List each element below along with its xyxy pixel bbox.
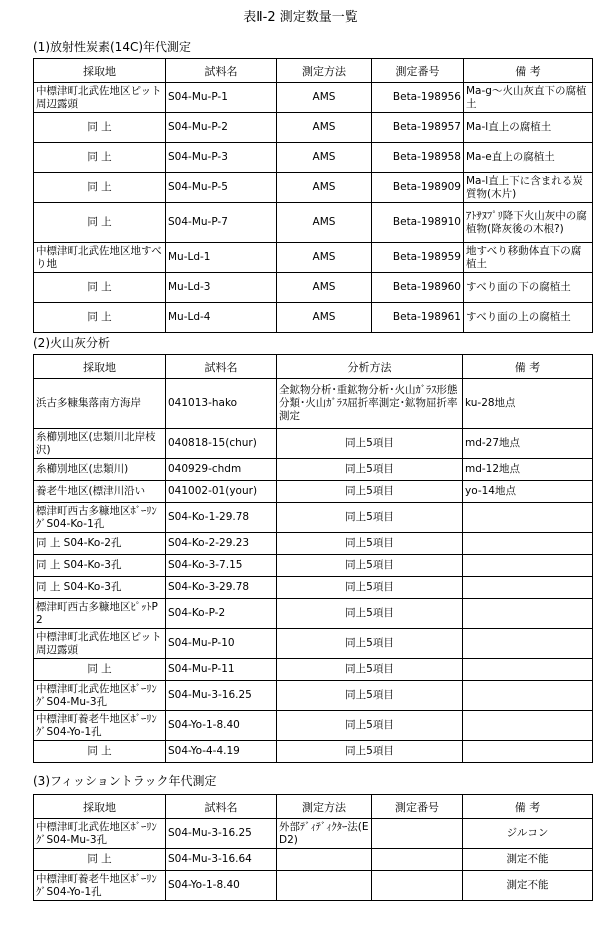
cell-sample: 040929-chdm [166,459,277,481]
cell-method: 同上5項目 [277,629,463,659]
table-row [34,481,593,503]
table-row [34,849,593,871]
cell-remarks [463,711,593,741]
cell-number: Beta-198958 [372,143,464,173]
table-row [34,711,593,741]
cell-sample: S04-Mu-P-3 [166,143,277,173]
cell-method: 同上5項目 [277,533,463,555]
cell-sample: S04-Yo-4-4.19 [166,741,277,763]
cell-sample: S04-Ko-P-2 [166,599,277,629]
cell-number: Beta-198959 [372,243,464,273]
cell-method: AMS [277,273,372,303]
table-row [34,459,593,481]
cell-sample: S04-Ko-2-29.23 [166,533,277,555]
cell-sample: S04-Mu-P-2 [166,113,277,143]
cell-sample: S04-Mu-P-1 [166,83,277,113]
tephra-table [33,354,593,763]
cell-method: 同上5項目 [277,659,463,681]
table-row [34,429,593,459]
table-row [34,533,593,555]
cell-number [372,819,463,849]
cell-location: 中標津町北武佐地区ﾎﾞｰﾘﾝｸﾞS04-Mu-3孔 [34,681,166,711]
table-row [34,173,593,203]
cell-location: 同 上 S04-Ko-3孔 [34,577,166,599]
header-number: 測定番号 [372,795,463,819]
cell-location: 同 上 [34,659,166,681]
cell-method: AMS [277,113,372,143]
cell-sample: Mu-Ld-1 [166,243,277,273]
table-row [34,503,593,533]
table-header-row [34,795,593,819]
table-row [34,599,593,629]
cell-location: 中標津町北武佐地区ピット周辺露頭 [34,629,166,659]
cell-remarks: 測定不能 [463,871,593,901]
cell-method: 外部ﾃﾞｨﾃﾞｨｸﾀｰ法(ED2) [277,819,372,849]
cell-method: 同上5項目 [277,599,463,629]
cell-sample: S04-Ko-3-29.78 [166,577,277,599]
cell-remarks: ジルコン [463,819,593,849]
cell-sample: S04-Mu-P-5 [166,173,277,203]
cell-sample: S04-Mu-P-10 [166,629,277,659]
cell-remarks [463,555,593,577]
cell-remarks: ｱﾄｻﾇﾌﾟﾘ降下火山灰中の腐植物(降灰後の木根?) [464,203,593,243]
cell-number: Beta-198961 [372,303,464,333]
cell-sample: 040818-15(chur) [166,429,277,459]
fission-track-table [33,794,593,901]
header-location: 採取地 [34,355,166,379]
cell-location: 中標津町養老牛地区ﾎﾞｰﾘﾝｸﾞS04-Yo-1孔 [34,711,166,741]
table-row [34,379,593,429]
header-sample: 試料名 [166,355,277,379]
cell-remarks: Ma-e直上の腐植土 [464,143,593,173]
cell-sample: S04-Yo-1-8.40 [166,711,277,741]
cell-location: 同 上 [34,849,166,871]
cell-method: 同上5項目 [277,459,463,481]
table-row [34,203,593,243]
cell-remarks [463,659,593,681]
cell-method: 同上5項目 [277,555,463,577]
section2-heading: (2)火山灰分析 [33,336,110,350]
header-location: 採取地 [34,59,166,83]
cell-remarks [463,741,593,763]
cell-remarks [463,533,593,555]
cell-sample: S04-Mu-3-16.64 [166,849,277,871]
table-row [34,819,593,849]
header-method: 分析方法 [277,355,463,379]
cell-remarks: Ma-g～火山灰直下の腐植土 [464,83,593,113]
section1-heading: (1)放射性炭素(14C)年代測定 [33,40,192,54]
cell-location: 中標津町養老牛地区ﾎﾞｰﾘﾝｸﾞS04-Yo-1孔 [34,871,166,901]
cell-remarks [463,681,593,711]
cell-location: 同 上 [34,203,166,243]
header-location: 採取地 [34,795,166,819]
cell-location: 糸櫛別地区(忠類川北岸枝沢) [34,429,166,459]
cell-sample: Mu-Ld-4 [166,303,277,333]
cell-method: 同上5項目 [277,577,463,599]
cell-remarks: yo-14地点 [463,481,593,503]
header-method: 測定方法 [277,59,372,83]
table-row [34,871,593,901]
cell-number: Beta-198957 [372,113,464,143]
cell-method: 同上5項目 [277,503,463,533]
header-number: 測定番号 [372,59,464,83]
document-title: 表Ⅱ-2 測定数量一覧 [243,10,358,25]
cell-method: 同上5項目 [277,681,463,711]
cell-location: 同 上 [34,741,166,763]
cell-number [372,871,463,901]
cell-location: 同 上 [34,303,166,333]
cell-method: AMS [277,203,372,243]
cell-location: 同 上 [34,143,166,173]
table-row [34,629,593,659]
table-header-row [34,355,593,379]
cell-remarks [463,577,593,599]
cell-sample: 041002-01(your) [166,481,277,503]
cell-location: 中標津町北武佐地区ピット周辺露頭 [34,83,166,113]
cell-remarks [463,503,593,533]
cell-method: 同上5項目 [277,741,463,763]
radiocarbon-table [33,58,593,333]
cell-number: Beta-198960 [372,273,464,303]
cell-number: Beta-198910 [372,203,464,243]
table-header-row [34,59,593,83]
cell-location: 同 上 [34,273,166,303]
cell-sample: S04-Mu-P-11 [166,659,277,681]
table-row [34,681,593,711]
cell-method: 同上5項目 [277,429,463,459]
table-row [34,741,593,763]
table-row [34,83,593,113]
cell-sample: S04-Mu-P-7 [166,203,277,243]
cell-method [277,871,372,901]
cell-location: 養老牛地区(標津川沿い [34,481,166,503]
cell-remarks: Ma-l直上の腐植土 [464,113,593,143]
section3-heading: (3)フィッショントラック年代測定 [33,774,217,788]
cell-remarks: すべり面の下の腐植土 [464,273,593,303]
cell-location: 同 上 S04-Ko-3孔 [34,555,166,577]
cell-number: Beta-198956 [372,83,464,113]
cell-remarks: すべり面の上の腐植土 [464,303,593,333]
cell-method: AMS [277,83,372,113]
cell-remarks: Ma-l直上下に含まれる炭質物(木片) [464,173,593,203]
cell-location: 浜古多糠集落南方海岸 [34,379,166,429]
header-sample: 試料名 [166,59,277,83]
cell-method: 同上5項目 [277,711,463,741]
cell-sample: S04-Mu-3-16.25 [166,681,277,711]
table-row [34,659,593,681]
cell-remarks [463,599,593,629]
cell-number [372,849,463,871]
header-remarks: 備 考 [463,795,593,819]
cell-location: 同 上 [34,113,166,143]
cell-sample: 041013-hako [166,379,277,429]
table-row [34,243,593,273]
table-row [34,113,593,143]
table-row [34,273,593,303]
cell-sample: Mu-Ld-3 [166,273,277,303]
cell-method [277,849,372,871]
cell-sample: S04-Ko-1-29.78 [166,503,277,533]
header-method: 測定方法 [277,795,372,819]
cell-method: AMS [277,303,372,333]
cell-location: 同 上 S04-Ko-2孔 [34,533,166,555]
cell-location: 同 上 [34,173,166,203]
cell-location: 標津町西古多糠地区ﾎﾞｰﾘﾝｸﾞS04-Ko-1孔 [34,503,166,533]
cell-method: 全鉱物分析･重鉱物分析･火山ｶﾞﾗｽ形態分類･火山ｶﾞﾗｽ屈折率測定･鉱物屈折率測定 [277,379,463,429]
cell-sample: S04-Ko-3-7.15 [166,555,277,577]
table-row [34,303,593,333]
cell-remarks: md-27地点 [463,429,593,459]
cell-method: AMS [277,143,372,173]
header-sample: 試料名 [166,795,277,819]
table-row [34,577,593,599]
cell-method: AMS [277,243,372,273]
cell-method: 同上5項目 [277,481,463,503]
cell-remarks: 測定不能 [463,849,593,871]
cell-location: 中標津町北武佐地区ﾎﾞｰﾘﾝｸﾞS04-Mu-3孔 [34,819,166,849]
cell-remarks: ku-28地点 [463,379,593,429]
header-remarks: 備 考 [463,355,593,379]
cell-remarks: 地すべり移動体直下の腐植土 [464,243,593,273]
cell-location: 標津町西古多糠地区ﾋﾟｯﾄP2 [34,599,166,629]
cell-number: Beta-198909 [372,173,464,203]
cell-location: 糸櫛別地区(忠類川) [34,459,166,481]
table-row [34,143,593,173]
cell-method: AMS [277,173,372,203]
cell-remarks: md-12地点 [463,459,593,481]
cell-sample: S04-Mu-3-16.25 [166,819,277,849]
table-row [34,555,593,577]
cell-location: 中標津町北武佐地区地すべり地 [34,243,166,273]
cell-sample: S04-Yo-1-8.40 [166,871,277,901]
header-remarks: 備 考 [464,59,593,83]
cell-remarks [463,629,593,659]
